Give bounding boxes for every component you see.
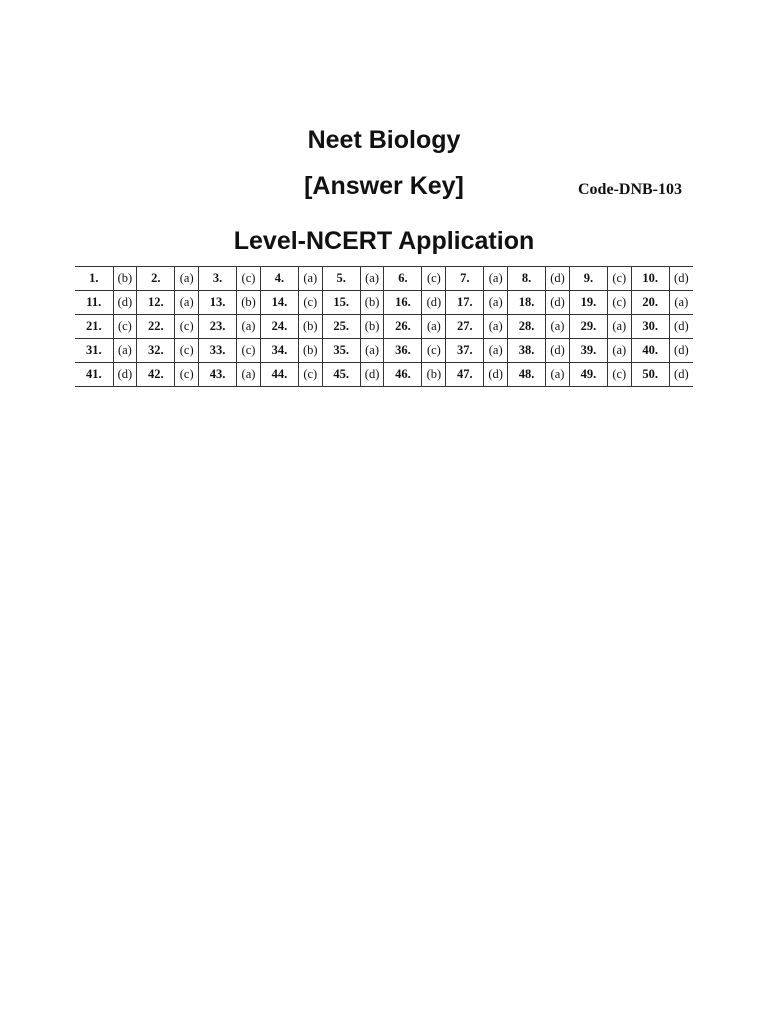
table-row xyxy=(75,363,693,387)
answer-option: (a) xyxy=(360,339,384,363)
question-number: 12. xyxy=(137,291,175,315)
question-number: 4. xyxy=(260,267,298,291)
question-number: 11. xyxy=(75,291,113,315)
answer-option: (a) xyxy=(113,339,137,363)
answer-key-body xyxy=(75,267,693,387)
answer-option: (d) xyxy=(546,339,570,363)
question-number: 44. xyxy=(260,363,298,387)
question-number: 1. xyxy=(75,267,113,291)
answer-option: (c) xyxy=(607,363,631,387)
answer-option: (b) xyxy=(237,291,261,315)
question-number: 42. xyxy=(137,363,175,387)
question-number: 27. xyxy=(446,315,484,339)
question-number: 28. xyxy=(508,315,546,339)
question-number: 21. xyxy=(75,315,113,339)
document-title: Neet Biology xyxy=(307,126,461,154)
answer-option: (b) xyxy=(360,291,384,315)
question-number: 5. xyxy=(322,267,360,291)
answer-option: (a) xyxy=(546,315,570,339)
table-row xyxy=(75,315,693,339)
question-number: 36. xyxy=(384,339,422,363)
answer-option: (d) xyxy=(113,363,137,387)
question-number: 43. xyxy=(199,363,237,387)
answer-option: (c) xyxy=(175,315,199,339)
question-number: 14. xyxy=(260,291,298,315)
question-number: 13. xyxy=(199,291,237,315)
answer-option: (a) xyxy=(484,315,508,339)
document-subtitle: [Answer Key] xyxy=(304,172,464,200)
answer-key-table xyxy=(75,266,693,387)
question-number: 2. xyxy=(137,267,175,291)
question-number: 23. xyxy=(199,315,237,339)
question-number: 33. xyxy=(199,339,237,363)
question-number: 9. xyxy=(569,267,607,291)
answer-option: (c) xyxy=(298,291,322,315)
question-number: 50. xyxy=(631,363,669,387)
question-number: 40. xyxy=(631,339,669,363)
answer-option: (d) xyxy=(113,291,137,315)
answer-option: (c) xyxy=(422,267,446,291)
question-number: 45. xyxy=(322,363,360,387)
question-number: 47. xyxy=(446,363,484,387)
answer-option: (a) xyxy=(607,339,631,363)
answer-option: (c) xyxy=(175,363,199,387)
question-number: 30. xyxy=(631,315,669,339)
answer-option: (d) xyxy=(669,363,693,387)
answer-option: (b) xyxy=(298,315,322,339)
answer-option: (c) xyxy=(422,339,446,363)
answer-option: (c) xyxy=(113,315,137,339)
question-number: 49. xyxy=(569,363,607,387)
answer-option: (d) xyxy=(669,267,693,291)
table-row xyxy=(75,291,693,315)
answer-option: (a) xyxy=(669,291,693,315)
question-number: 31. xyxy=(75,339,113,363)
question-number: 17. xyxy=(446,291,484,315)
question-number: 32. xyxy=(137,339,175,363)
question-number: 41. xyxy=(75,363,113,387)
question-number: 38. xyxy=(508,339,546,363)
answer-option: (c) xyxy=(175,339,199,363)
question-number: 39. xyxy=(569,339,607,363)
answer-option: (c) xyxy=(298,363,322,387)
question-number: 37. xyxy=(446,339,484,363)
question-number: 16. xyxy=(384,291,422,315)
question-number: 26. xyxy=(384,315,422,339)
question-number: 24. xyxy=(260,315,298,339)
question-number: 10. xyxy=(631,267,669,291)
answer-option: (a) xyxy=(607,315,631,339)
answer-option: (b) xyxy=(422,363,446,387)
question-number: 29. xyxy=(569,315,607,339)
answer-option: (a) xyxy=(546,363,570,387)
question-number: 25. xyxy=(322,315,360,339)
answer-option: (a) xyxy=(484,267,508,291)
question-number: 48. xyxy=(508,363,546,387)
answer-option: (d) xyxy=(484,363,508,387)
answer-option: (a) xyxy=(360,267,384,291)
table-row xyxy=(75,339,693,363)
answer-option: (a) xyxy=(484,339,508,363)
answer-option: (b) xyxy=(298,339,322,363)
answer-option: (c) xyxy=(237,339,261,363)
answer-option: (b) xyxy=(113,267,137,291)
level-heading: Level-NCERT Application xyxy=(233,227,535,255)
question-number: 22. xyxy=(137,315,175,339)
answer-option: (d) xyxy=(360,363,384,387)
answer-option: (c) xyxy=(607,267,631,291)
answer-option: (a) xyxy=(484,291,508,315)
answer-option: (d) xyxy=(546,291,570,315)
answer-option: (a) xyxy=(175,291,199,315)
table-row xyxy=(75,267,693,291)
answer-option: (d) xyxy=(669,339,693,363)
answer-option: (c) xyxy=(237,267,261,291)
answer-option: (b) xyxy=(360,315,384,339)
question-number: 35. xyxy=(322,339,360,363)
answer-option: (a) xyxy=(175,267,199,291)
answer-option: (d) xyxy=(422,291,446,315)
answer-option: (a) xyxy=(422,315,446,339)
question-number: 46. xyxy=(384,363,422,387)
question-number: 20. xyxy=(631,291,669,315)
answer-option: (d) xyxy=(546,267,570,291)
question-number: 6. xyxy=(384,267,422,291)
question-number: 15. xyxy=(322,291,360,315)
question-number: 7. xyxy=(446,267,484,291)
answer-option: (a) xyxy=(298,267,322,291)
question-number: 3. xyxy=(199,267,237,291)
answer-option: (a) xyxy=(237,315,261,339)
question-number: 8. xyxy=(508,267,546,291)
question-number: 34. xyxy=(260,339,298,363)
question-number: 18. xyxy=(508,291,546,315)
answer-option: (c) xyxy=(607,291,631,315)
question-number: 19. xyxy=(569,291,607,315)
answer-option: (a) xyxy=(237,363,261,387)
paper-code: Code-DNB-103 xyxy=(578,181,682,198)
answer-option: (d) xyxy=(669,315,693,339)
